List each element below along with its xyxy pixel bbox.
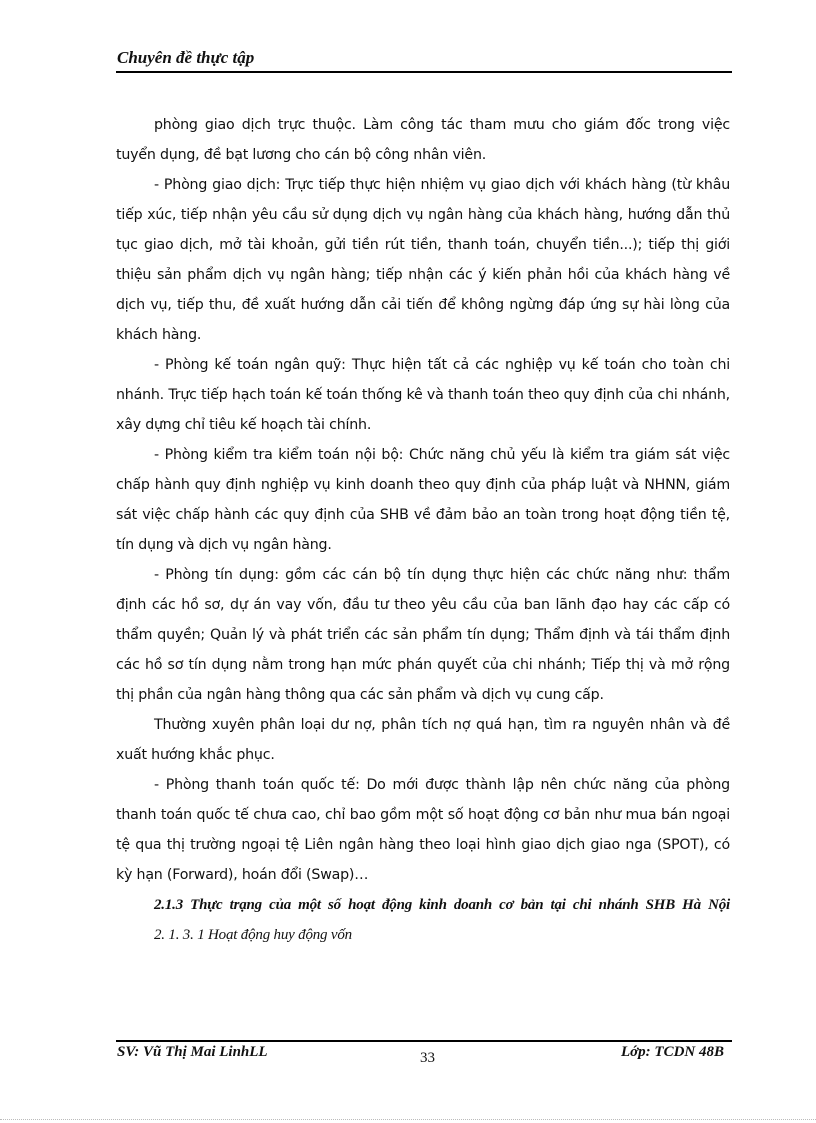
paragraph: - Phòng kiểm tra kiểm toán nội bộ: Chức năng chủ yếu là kiểm tra giám sát việc chấp hành quy định nghiệp vụ kinh doanh theo quy định của pháp luật và NHNN, giám sát việc chấp hành các quy định của SHB về đảm bảo an toàn trong hoạt động tiền tệ, tín dụng và dịch vụ ngân hàng. — [116, 447, 730, 553]
paragraph: - Phòng thanh toán quốc tế: Do mới được thành lập nên chức năng của phòng thanh toán quốc tế chưa cao, chỉ bao gồm một số hoạt động cơ bản như mua bán ngoại tệ qua thị trường ngoại tệ Liên ngân hàng theo loại hình giao dịch giao nga (SPOT), có kỳ hạn (Forward), hoán đổi (Swap)… — [116, 777, 730, 883]
page-bottom-border — [0, 1119, 816, 1120]
document-header-title: Chuyên đề thực tập — [117, 48, 255, 67]
section-heading: 2.1.3 Thực trạng của một số hoạt động kinh doanh cơ bản tại chi nhánh SHB Hà Nội — [154, 897, 730, 913]
subsection-heading: 2. 1. 3. 1 Hoạt động huy động vốn — [154, 927, 352, 943]
paragraph: phòng giao dịch trực thuộc. Làm công tác tham mưu cho giám đốc trong việc tuyển dụng, đề bạt lương cho cán bộ công nhân viên. — [116, 117, 730, 163]
footer-student-name: SV: Vũ Thị Mai LinhLL — [117, 1044, 268, 1060]
paragraph: - Phòng tín dụng: gồm các cán bộ tín dụng thực hiện các chức năng như: thẩm định các hồ sơ, dự án vay vốn, đầu tư theo yêu cầu của ban lãnh đạo hay các cấp có thẩm quyền; Quản lý và phát triển các sản phẩm tín dụng; Thẩm định và tái thẩm định các hồ sơ tín dụng nằm trong hạn mức phán quyết của chi nhánh; Tiếp thị và mở rộng thị phần của ngân hàng thông qua các sản phẩm và dịch vụ cung cấp. — [116, 567, 730, 703]
header-rule — [116, 71, 732, 73]
page-number: 33 — [420, 1050, 435, 1066]
document-body — [116, 110, 730, 950]
footer-rule — [116, 1040, 732, 1042]
footer-class: Lớp: TCDN 48B — [620, 1044, 724, 1060]
paragraph: - Phòng giao dịch: Trực tiếp thực hiện nhiệm vụ giao dịch với khách hàng (từ khâu tiếp xúc, tiếp nhận yêu cầu sử dụng dịch vụ ngân hàng của khách hàng, hướng dẫn thủ tục giao dịch, mở tài khoản, gửi tiền rút tiền, thanh toán, chuyển tiền...); tiếp thị giới thiệu sản phẩm dịch vụ ngân hàng; tiếp nhận các ý kiến phản hồi của khách hàng về dịch vụ, tiếp thu, đề xuất hướng dẫn cải tiến để không ngừng đáp ứng sự hài lòng của khách hàng. — [116, 177, 730, 343]
paragraph: Thường xuyên phân loại dư nợ, phân tích nợ quá hạn, tìm ra nguyên nhân và đề xuất hướng khắc phục. — [116, 717, 730, 763]
paragraph: - Phòng kế toán ngân quỹ: Thực hiện tất cả các nghiệp vụ kế toán cho toàn chi nhánh. Trực tiếp hạch toán kế toán thống kê và thanh toán theo quy định của chi nhánh, xây dựng chỉ tiêu kế hoạch tài chính. — [116, 357, 730, 433]
